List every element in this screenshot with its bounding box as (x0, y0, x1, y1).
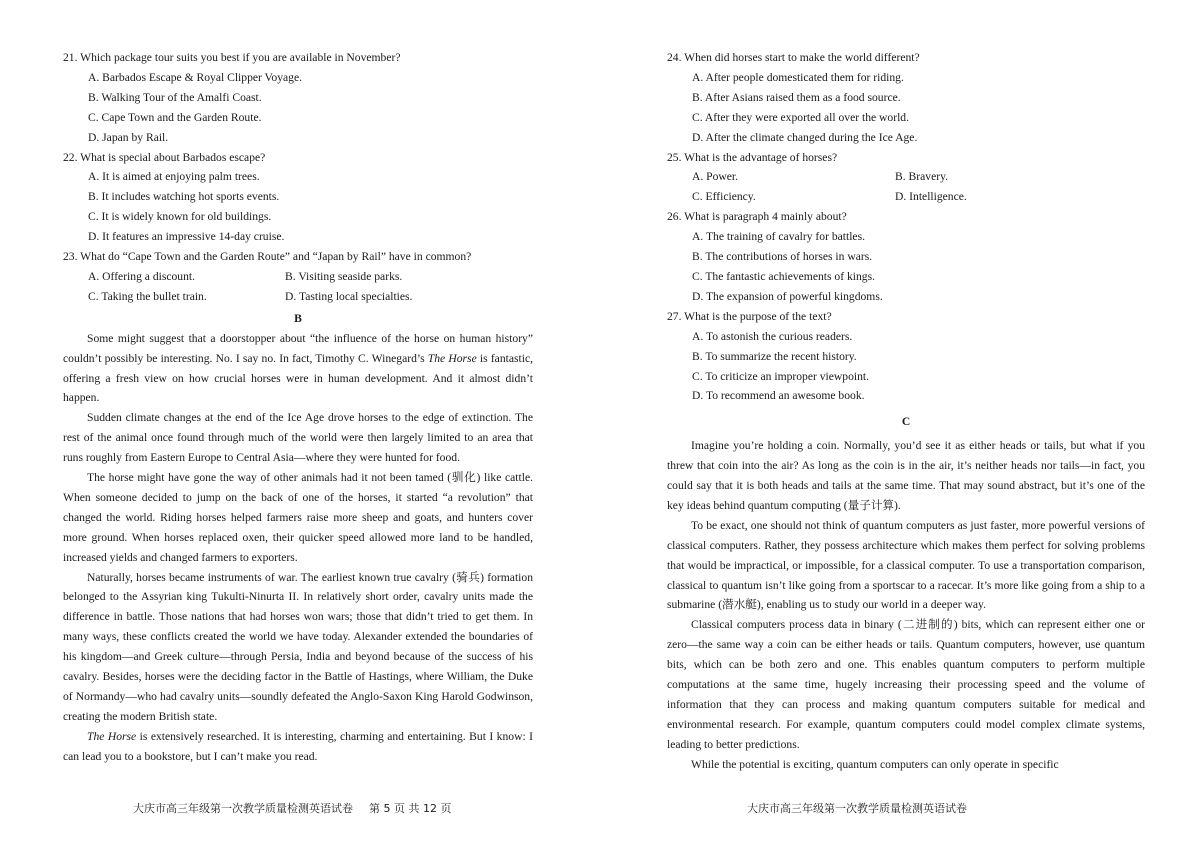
question-stem: 27. What is the purpose of the text? (667, 309, 832, 323)
option-d: D. After the climate changed during the Ice Age. (692, 130, 918, 144)
question-stem: 23. What do “Cape Town and the Garden Route” and “Japan by Rail” have in common? (63, 250, 472, 264)
question-21 (63, 48, 533, 148)
option-c: C. To criticize an improper viewpoint. (692, 369, 870, 383)
option-b: B. Visiting seaside parks. (285, 269, 403, 283)
question-25 (667, 148, 1145, 208)
option-b: B. Walking Tour of the Amalfi Coast. (88, 90, 262, 104)
option-b: B. The contributions of horses in wars. (692, 250, 873, 264)
option-a: A. The training of cavalry for battles. (692, 230, 865, 244)
footer-exam-title: 大庆市高三年级第一次教学质量检测英语试卷 (133, 802, 353, 815)
option-a: A. Barbados Escape & Royal Clipper Voyage. (88, 70, 303, 84)
question-22 (63, 148, 533, 248)
option-a: A. It is aimed at enjoying palm trees. (88, 170, 260, 184)
right-page-footer (747, 800, 967, 816)
passage-b-paragraph-3: The horse might have gone the way of other animals had it not been tamed (驯化) like cattle. When someone decided to jump on the back of one of the horses, it started “a revolution” that changed the world. Riding horses helped farmers raise more sheep and goats, and hunters cover more ground. When horses replaced oxen, their quicker speed allowed more land to be handled, increased yields and changed farmers to exporters. (63, 471, 533, 564)
right-page (667, 48, 1145, 775)
option-b: B. It includes watching hot sports events. (88, 190, 280, 204)
passage-b-paragraph-5: The Horse is extensively researched. It is interesting, charming and entertaining. But I know: I can lead you to a bookstore, but I can’t make you read. (63, 729, 533, 763)
option-c: C. Efficiency. (692, 190, 756, 204)
option-d: D. Japan by Rail. (88, 130, 169, 144)
option-c: C. Cape Town and the Garden Route. (88, 110, 262, 124)
option-a: A. Power. (692, 170, 739, 184)
footer-page-number: 第 5 页 共 12 页 (369, 802, 452, 815)
left-page-footer (133, 800, 451, 816)
question-27 (667, 307, 1145, 407)
option-d: D. Tasting local specialties. (285, 289, 413, 303)
option-d: D. It features an impressive 14-day cruise. (88, 230, 285, 244)
section-b-heading: B (294, 311, 302, 325)
footer-exam-title: 大庆市高三年级第一次教学质量检测英语试卷 (747, 802, 967, 815)
question-stem: 24. When did horses start to make the world different? (667, 51, 920, 64)
option-row (88, 267, 533, 287)
option-c: C. The fantastic achievements of kings. (692, 269, 875, 283)
question-23 (63, 247, 533, 307)
option-c: C. After they were exported all over the world. (692, 110, 909, 124)
question-24 (667, 48, 1145, 148)
option-b: B. After Asians raised them as a food source. (692, 90, 901, 104)
passage-c-paragraph-1: Imagine you’re holding a coin. Normally, you’d see it as either heads or tails, but what if you threw that coin into the air? As long as the coin is in the air, it’s neither heads nor tails—in fact, you could say that it is both heads and tails at the same time. That may sound abstract, but it’s one of the key ideas behind quantum computing (量子计算). (667, 439, 1145, 512)
option-c: C. Taking the bullet train. (88, 289, 207, 303)
option-row (692, 167, 1145, 187)
passage-b-paragraph-4: Naturally, horses became instruments of war. The earliest known true cavalry (骑兵) formation belonged to the Assyrian king Tukulti-Ninurta II. In relatively short order, cavalry units made the difference in battle. Those nations that had horses won wars; those that didn’t tried to get them. In many ways, these conflicts created the world we have today. Alexander extended the boundaries of his kingdom—and Greek culture—through Persia, India and beyond because of the success of his cavalry. Besides, horses were the deciding factor in the Battle of Hastings, where William, the Duke of Normandy—who had cavalry units—soundly defeated the Anglo-Saxon King Harold Godwinson, creating the modern British state. (63, 570, 533, 723)
option-d: D. To recommend an awesome book. (692, 389, 865, 403)
passage-c-paragraph-4: While the potential is exciting, quantum computers can only operate in specific (691, 757, 1059, 771)
option-a: A. Offering a discount. (88, 269, 196, 283)
passage-b-paragraph-2: Sudden climate changes at the end of the Ice Age drove horses to the edge of extinction. The rest of the animal once found through much of the world were then largely limited to an area that runs roughly from Eastern Europe to Central Asia—where they were hunted for food. (63, 411, 533, 465)
option-a: A. After people domesticated them for riding. (692, 70, 904, 84)
section-c-heading: C (901, 415, 911, 429)
left-page (63, 48, 533, 767)
option-row (88, 287, 533, 307)
question-stem: 25. What is the advantage of horses? (667, 150, 838, 164)
passage-b-paragraph-1: Some might suggest that a doorstopper about “the influence of the horse on human history” couldn’t possibly be interesting. No. I say no. In fact, Timothy C. Winegard’s The Horse is fantastic, offering a fresh view on how crucial horses were in human development. And it almost didn’t happen. (63, 331, 533, 405)
option-b: B. To summarize the recent history. (692, 349, 857, 363)
option-b: B. Bravery. (895, 170, 949, 184)
question-stem: 26. What is paragraph 4 mainly about? (667, 210, 847, 224)
option-c: C. It is widely known for old buildings. (88, 210, 272, 224)
option-a: A. To astonish the curious readers. (692, 329, 853, 343)
option-d: D. Intelligence. (895, 190, 967, 204)
passage-c-paragraph-2: To be exact, one should not think of quantum computers as just faster, more powerful versions of classical computers. Rather, they possess architecture which makes them perfect for solving problems that would be impractical, or impossible, for a classical computer. To use a transportation comparison, classical to quantum isn’t like going from a sportscar to a racecar. It’s more like going from a ship to a submarine (潜水艇), enabling us to study our world in a deeper way. (667, 518, 1145, 612)
question-stem: 21. Which package tour suits you best if you are available in November? (63, 51, 401, 64)
question-26 (667, 207, 1145, 307)
passage-c-paragraph-3: Classical computers process data in binary (二进制的) bits, which can represent either one or zero—the same way a coin can be either heads or tails. Quantum computers, however, use quantum bits, which can be both zero and one. This enables quantum computers to perform multiple computations at the same time, hugely increasing their processing speed and the volume of information that they can process and making quantum computers suitable for medical and environmental research. For example, quantum computers could model complex climate systems, leading to better predictions. (667, 618, 1145, 751)
option-row (692, 187, 1145, 207)
question-stem: 22. What is special about Barbados escape? (63, 150, 266, 164)
option-d: D. The expansion of powerful kingdoms. (692, 289, 883, 303)
